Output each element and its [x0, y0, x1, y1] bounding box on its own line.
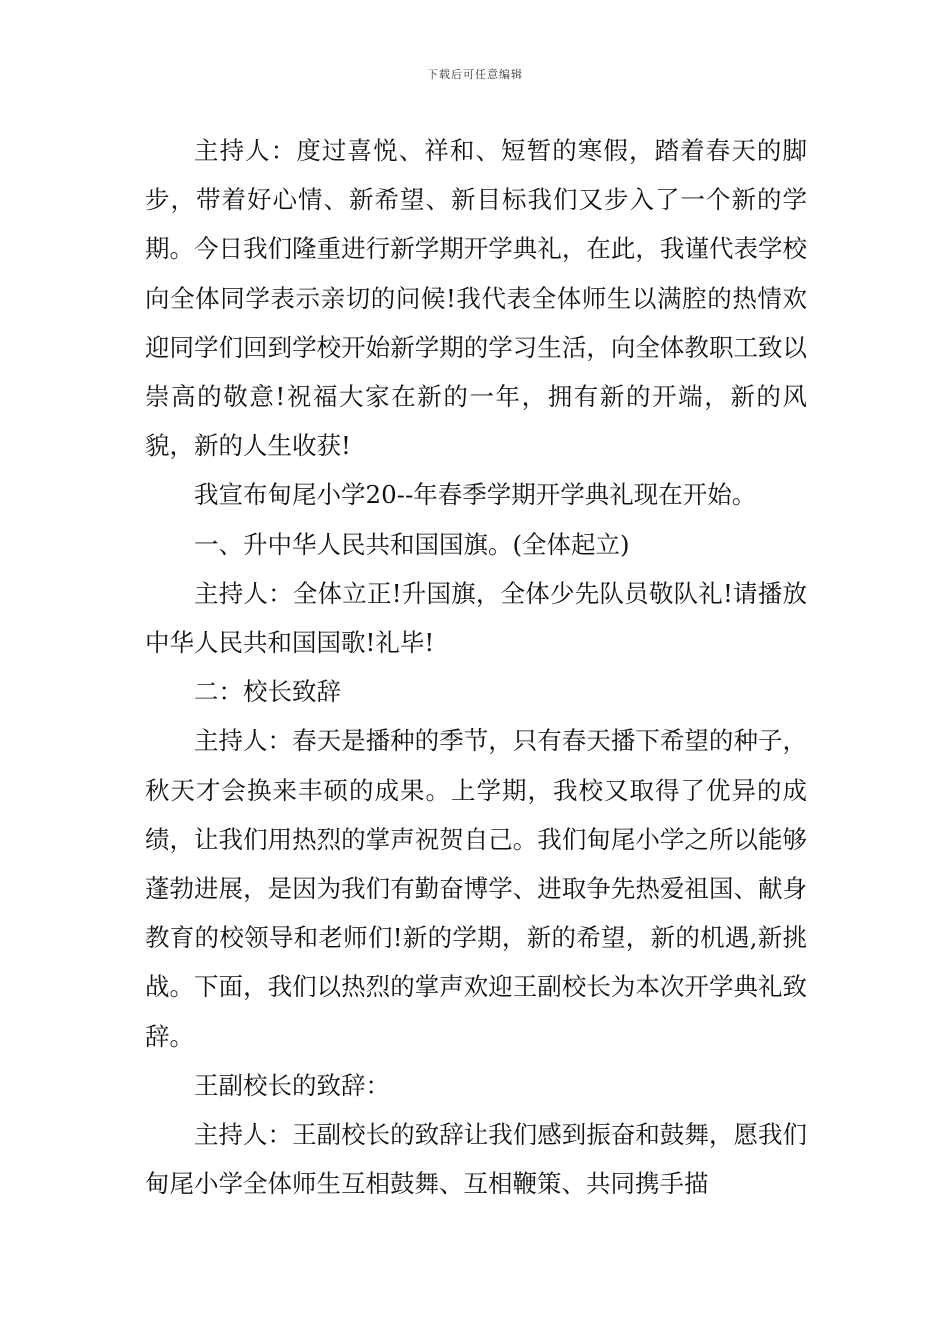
- paragraph-announcement: 我宣布甸尾小学20--年春季学期开学典礼现在开始。: [194, 480, 757, 510]
- paragraph-vice-principal: 王副校长的致辞：: [194, 1070, 390, 1100]
- paragraph-section-flag: 一、升中华人民共和国国旗。(全体起立): [194, 529, 630, 559]
- paragraph-closing-host: 主持人：王副校长的致辞让我们感到振奋和鼓舞，愿我们甸尾小学全体师生互相鼓舞、互相鞭策、共同携手描: [145, 1120, 807, 1199]
- paragraph-flag-host: 主持人：全体立正!升国旗，全体少先队员敬队礼!请播放中华人民共和国国歌!礼毕!: [145, 578, 807, 658]
- document-body: [145, 126, 807, 1208]
- header-note: 下载后可任意编辑: [427, 68, 523, 81]
- paragraph-speech-host: 主持人：春天是播种的季节，只有春天播下希望的种子，秋天才会换来丰硕的成果。上学期，我校又取得了优异的成绩，让我们用热烈的掌声祝贺自己。我们甸尾小学之所以能够蓬勃进展，是因为我们有勤奋博学、进取争先热爱祖国、献身教育的校领导和老师们!新的学期，新的希望，新的机遇,新挑战。下面，我们以热烈的掌声欢迎王副校长为本次开学典礼致辞。: [145, 726, 807, 1051]
- paragraph-opening: 主持人：度过喜悦、祥和、短暂的寒假，踏着春天的脚步，带着好心情、新希望、新目标我们又步入了一个新的学期。今日我们隆重进行新学期开学典礼，在此，我谨代表学校向全体同学表示亲切的问候!我代表全体师生以满腔的热情欢迎同学们回到学校开始新学期的学习生活，向全体教职工致以崇高的敬意!祝福大家在新的一年，拥有新的开端，新的风貌，新的人生收获!: [145, 136, 807, 461]
- paragraph-section-speech: 二：校长致辞: [194, 677, 341, 707]
